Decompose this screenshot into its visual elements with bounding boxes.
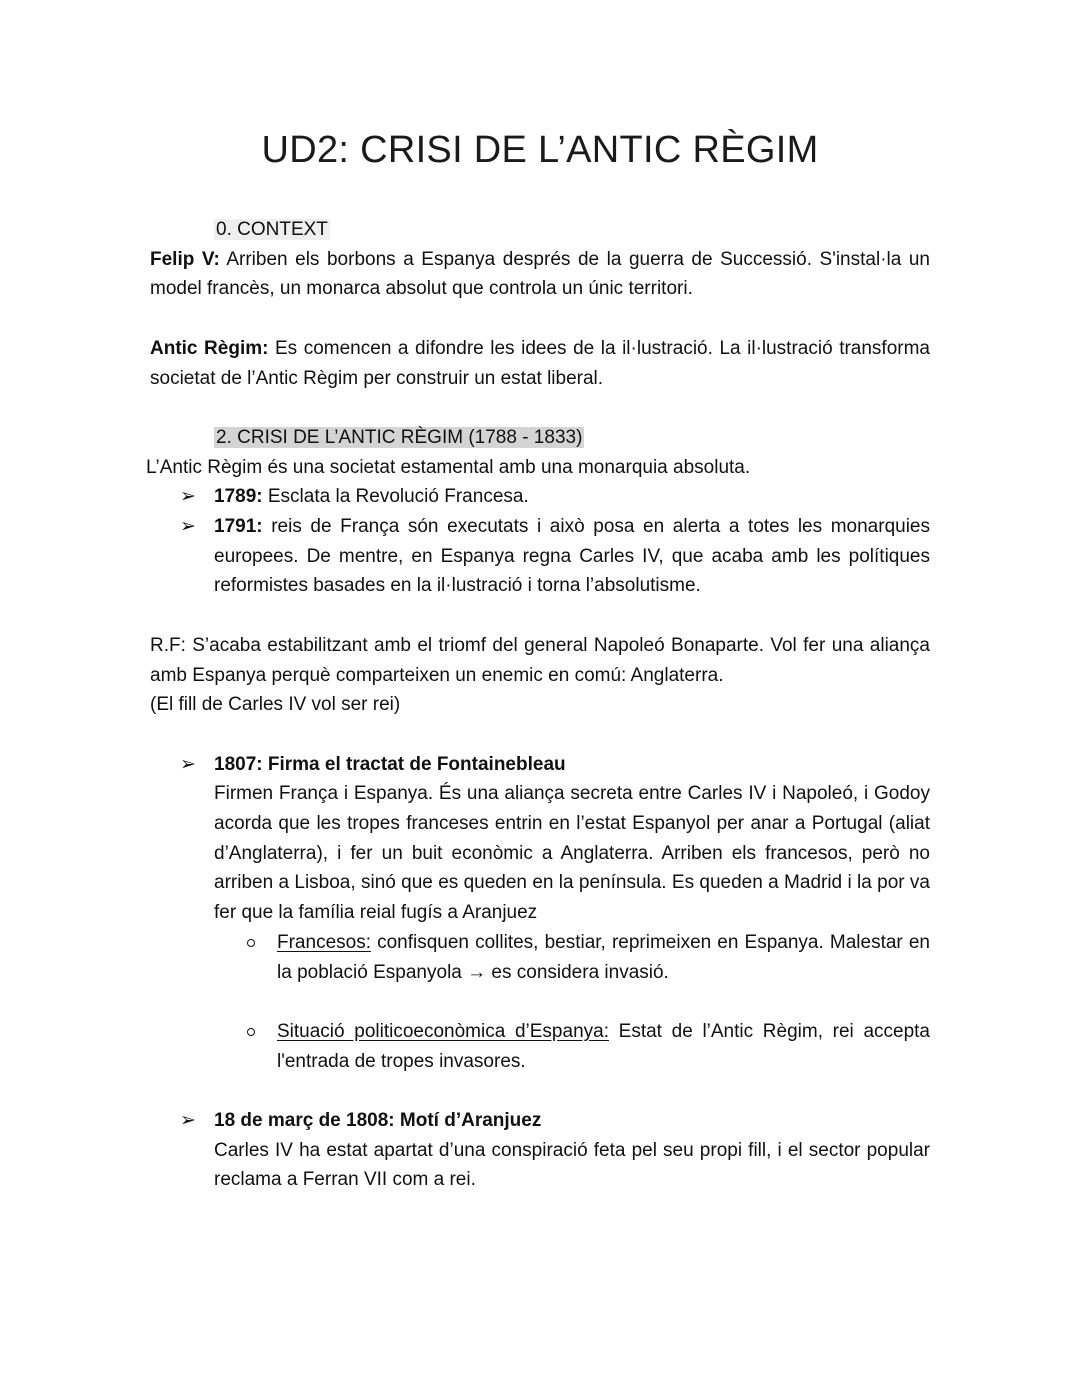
sub-item-text: Estat de l’Antic Règim, rei accepta l'entrada de tropes invasores. (277, 1020, 930, 1072)
arrow-bullet-icon: ➢ (180, 486, 196, 508)
sub-item-francesos (150, 928, 930, 987)
list-item-1808 (150, 1106, 930, 1195)
item-text: Firmen França i Espanya. És una aliança secreta entre Carles IV i Napoleó, i Godoy acorda que les tropes franceses entrin en l’estat Espanyol per anar a Portugal (aliat d’Anglaterra), i fer un buit econòmic a Anglaterra. Arriben els francesos, però no arriben a Lisboa, sinó que es queden en la península. Es queden a Madrid i la por va fer que la família reial fugís a Aranjuez (214, 783, 930, 924)
list-item-1791 (150, 512, 930, 601)
item-text: Esclata la Revolució Francesa. (262, 486, 529, 508)
paragraph-text: Es comencen a difondre les idees de la il·lustració. La il·lustració transforma societat de l’Antic Règim per construir un estat liberal. (150, 337, 930, 389)
paragraph-note: (El fill de Carles IV vol ser rei) (150, 694, 401, 716)
bullet-list-events-b (150, 1106, 930, 1195)
item-text: reis de França són executats i això posa en alerta a totes les monarquies europees. De mentre, en Espanya regna Carles IV, que acaba amb les polítiques reformistes basades en la il·lustració i torna l’absolutisme. (214, 516, 930, 597)
sub-item-label: Situació politicoeconòmica d’Espanya: (277, 1020, 609, 1042)
heading-text: 2. CRISI DE L’ANTIC RÈGIM (1788 - 1833) (216, 426, 583, 448)
sub-list-1807 (150, 928, 930, 987)
section-heading-crisi (214, 423, 930, 453)
term-label: Felip V: (150, 248, 220, 270)
item-label: 18 de març de 1808: Motí d’Aranjuez (214, 1110, 542, 1131)
arrow-bullet-icon: ➢ (180, 516, 196, 537)
sub-list-1807-b (150, 1017, 930, 1076)
paragraph-antic-regim (150, 334, 930, 393)
item-label: 1791: (214, 516, 263, 537)
paragraph-felip (150, 245, 930, 304)
heading-text: 0. CONTEXT (216, 219, 328, 240)
item-text: Carles IV ha estat apartat d’una conspiració feta pel seu propi fill, i el sector popular reclama a Ferran VII com a rei. (214, 1139, 930, 1191)
paragraph-intro: L’Antic Règim és una societat estamental amb una monarquia absoluta. (146, 456, 751, 478)
page-title: UD2: CRISI DE L’ANTIC RÈGIM (261, 129, 819, 171)
paragraph-rf: R.F: S’acaba estabilitzant amb el triomf del general Napoleó Bonaparte. Vol fer una aliança amb Espanya perquè comparteixen un enemic en comú: Anglaterra. (150, 634, 930, 686)
item-label: 1789: (214, 486, 263, 508)
bullet-list-revolution (150, 482, 930, 601)
paragraph-text: Arriben els borbons a Espanya després de la guerra de Successió. S'instal·la un model francès, un monarca absolut que controla un únic territori. (150, 248, 930, 300)
sub-item-label: Francesos: (277, 931, 371, 953)
list-item-1807 (150, 750, 930, 928)
sub-item-situacio (150, 1017, 930, 1076)
arrow-bullet-icon: ➢ (180, 1110, 196, 1131)
circle-bullet-icon (247, 939, 255, 947)
sub-item-text: confisquen collites, bestiar, reprimeixen en Espanya. Malestar en la població Espanyola → es considera invasió. (277, 931, 930, 983)
circle-bullet-icon (247, 1028, 255, 1036)
list-item-1789 (150, 482, 930, 512)
term-label: Antic Règim: (150, 337, 269, 359)
item-label: 1807: Firma el tractat de Fontainebleau (214, 753, 566, 775)
document-body (146, 215, 930, 1195)
bullet-list-events (150, 750, 930, 928)
arrow-bullet-icon: ➢ (180, 753, 196, 775)
section-heading-context (214, 215, 930, 245)
